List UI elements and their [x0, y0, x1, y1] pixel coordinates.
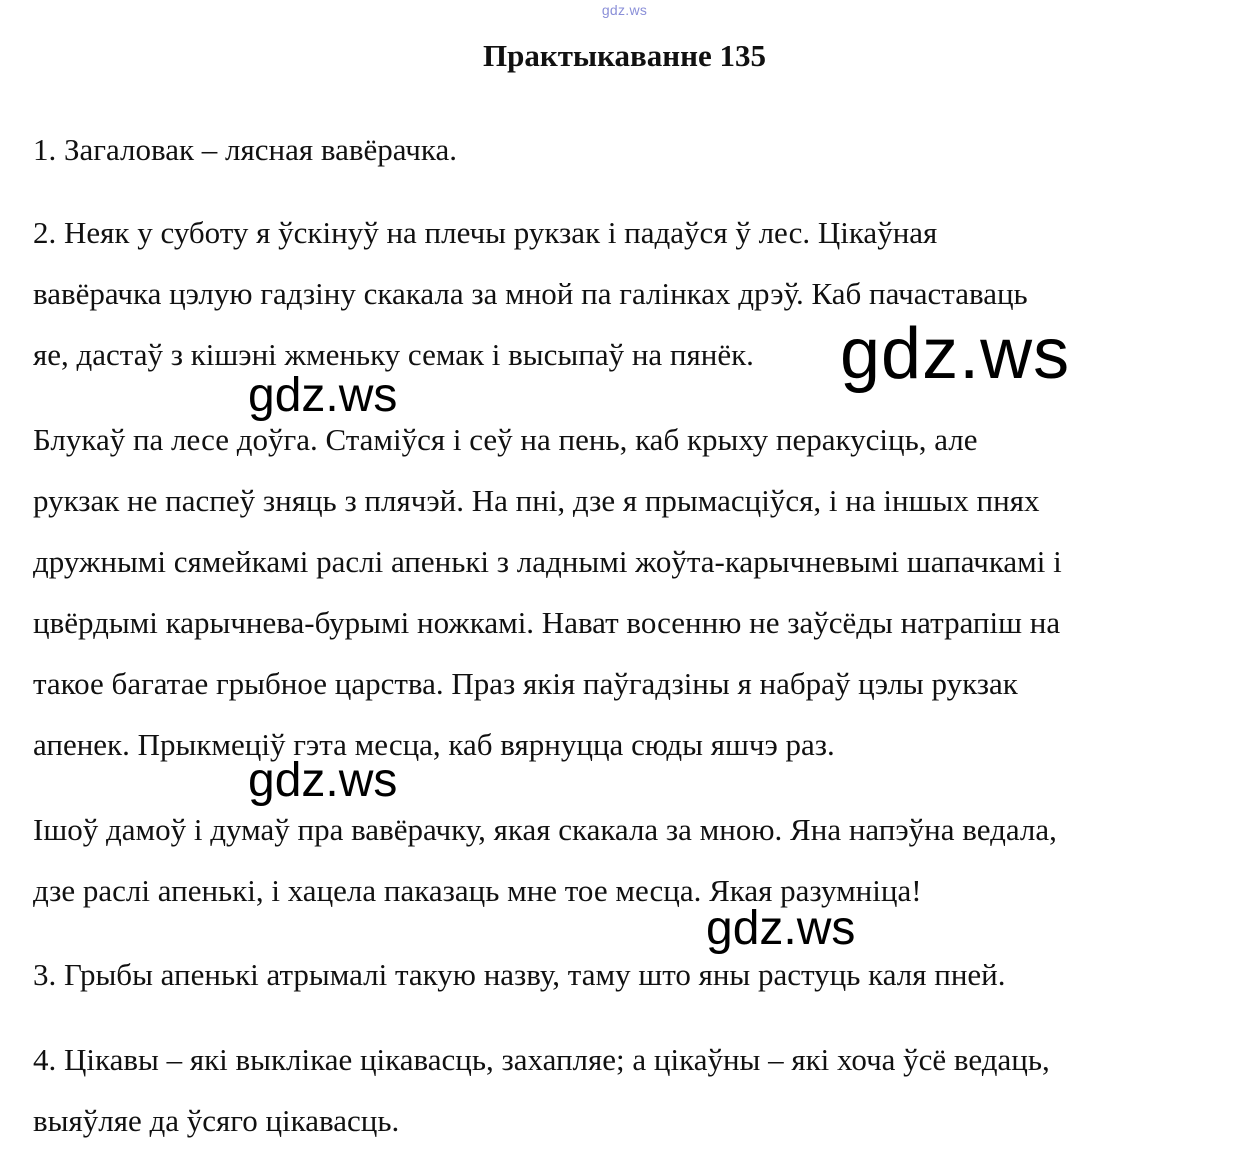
answer-1: 1. Загаловак – лясная вавёрачка.: [33, 132, 457, 167]
watermark: gdz.ws: [248, 754, 398, 807]
answer-2-line: Блукаў па лесе доўга. Стаміўся і сеў на пень, каб крыху перакусіць, але: [33, 422, 978, 457]
answer-2-line: яе, дастаў з кішэні жменьку семак і высыпаў на пянёк.: [33, 337, 754, 372]
watermark: gdz.ws: [248, 369, 398, 422]
top-watermark: gdz.ws: [601, 2, 648, 18]
answer-4-line: выяўляе да ўсяго цікавасць.: [33, 1103, 400, 1138]
answer-4-line: 4. Цікавы – які выклікае цікавасць, захапляе; а цікаўны – які хоча ўсё ведаць,: [33, 1042, 1050, 1077]
watermark: gdz.ws: [840, 314, 1071, 394]
answer-2-line: 2. Неяк у суботу я ўскінуў на плечы рукзак і падаўся ў лес. Цікаўная: [33, 215, 938, 250]
answer-3: 3. Грыбы апенькі атрымалі такую назву, таму што яны растуць каля пней.: [33, 957, 1006, 992]
answer-2-line: апенек. Прыкмеціў гэта месца, каб вярнуцца сюды яшчэ раз.: [33, 727, 835, 762]
answer-2-line: рукзак не паспеў зняць з плячэй. На пні, дзе я прымасціўся, і на іншых пнях: [33, 483, 1040, 518]
page-title: Практыкаванне 135: [482, 38, 766, 73]
answer-2-line: вавёрачка цэлую гадзіну скакала за мной па галінках дрэў. Каб пачаставаць: [33, 276, 1028, 311]
answer-2-line: цвёрдымі карычнева-бурымі ножкамі. Нават восенню не заўсёды натрапіш на: [33, 605, 1061, 640]
watermark: gdz.ws: [706, 902, 856, 955]
answer-2-line: дружнымі сямейкамі раслі апенькі з ладнымі жоўта-карычневымі шапачкамі і: [33, 544, 1062, 579]
answer-2-line: дзе раслі апенькі, і хацела паказаць мне тое месца. Якая разумніца!: [33, 873, 922, 908]
answer-2-line: такое багатае грыбное царства. Праз якія паўгадзіны я набраў цэлы рукзак: [33, 666, 1018, 701]
answer-2-line: Ішоў дамоў і думаў пра вавёрачку, якая скакала за мною. Яна напэўна ведала,: [33, 812, 1057, 847]
